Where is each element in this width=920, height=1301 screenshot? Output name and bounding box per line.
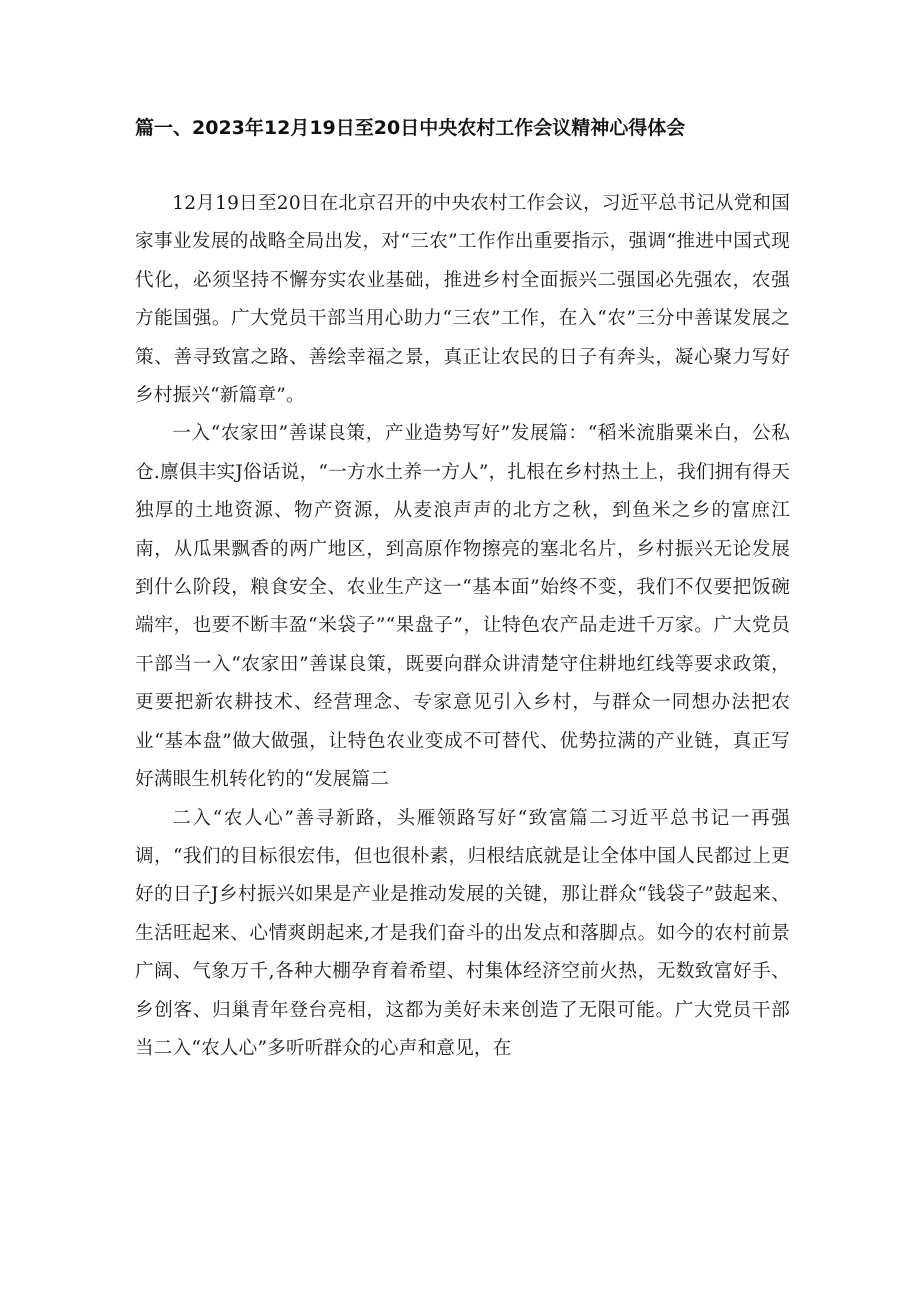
document-body bbox=[135, 185, 790, 1068]
paragraph-2: 一入“农家田”善谋良策，产业造势写好”发展篇：“稻米流脂粟米白，公私仓.廪俱丰实J俗话说，“一方水土养一方人”，扎根在乡村热土上，我们拥有得天独厚的土地资源、物产资源，从麦浪声声的北方之秋，到鱼米之乡的富庶江南，从瓜果飘香的两广地区，到高原作物擦亮的塞北名片，乡村振兴无论发展到什么阶段，粮食安全、农业生产这一“基本面”始终不变，我们不仅要把饭碗端牢，也要不断丰盈“米袋子”“果盘子”，让特色农产品走进千万家。广大党员干部当一入“农家田”善谋良策，既要向群众讲清楚守住耕地红线等要求政策，更要把新农耕技术、经营理念、专家意见引入乡村，与群众一同想办法把农业“基本盘”做大做强，让特色农业变成不可替代、优势拉满的产业链，真正写好满眼生机转化钓的“发展篇二 bbox=[135, 423, 790, 791]
document-title: 篇一、2023年12月19日至20日中央农村工作会议精神心得体会 bbox=[135, 117, 686, 139]
paragraph-1: 12月19日至20日在北京召开的中央农村工作会议，习近平总书记从党和国家事业发展的战略全局出发，对“三农”工作作出重要指示，强调“推进中国式现代化，必须坚持不懈夯实农业基础，推进乡村全面振兴二强国必先强农，农强方能国强。广大党员干部当用心助力“三农”工作，在入“农”三分中善谋发展之策、善寻致富之路、善绘幸福之景，真正让农民的日子有奔头，凝心聚力写好乡村振兴“新篇章”。 bbox=[135, 193, 790, 407]
paragraph-3: 二入“农人心”善寻新路，头雁领路写好“致富篇二习近平总书记一再强调，“我们的目标很宏伟，但也很朴素，归根结底就是让全体中国人民都过上更好的日子J乡村振兴如果是产业是推动发展的关键，那让群众“钱袋子”鼓起来、生活旺起来、心情爽朗起来,才是我们奋斗的出发点和落脚点。如今的农村前景广阔、气象万千,各种大棚孕育着希望、村集体经济空前火热，无数致富好手、乡创客、归巢青年登台亮相，这都为美好未来创造了无限可能。广大党员干部当二入“农人心”多听听群众的心声和意见，在 bbox=[135, 807, 790, 1059]
